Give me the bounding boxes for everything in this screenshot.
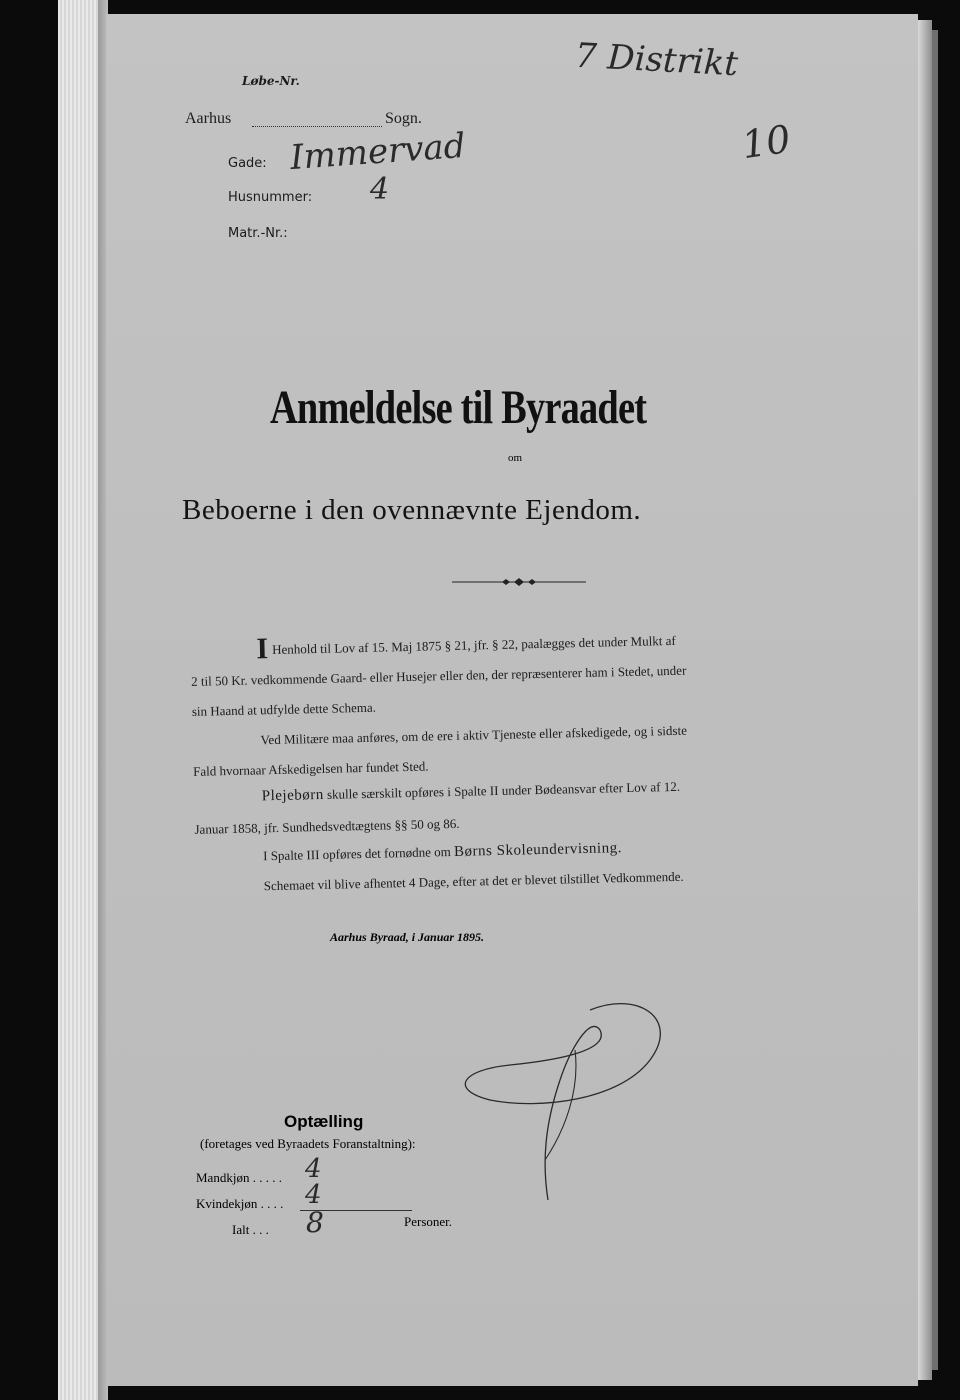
district-handwritten-note: 7 Distrikt — [574, 35, 740, 85]
women-dots: . . . . — [257, 1196, 284, 1211]
count-subtitle: (foretages ved Byraadets Foranstaltning): — [200, 1136, 416, 1151]
women-handwritten-value: 4 — [305, 1180, 322, 1210]
lobe-nr-label: Løbe-Nr. — [242, 74, 300, 88]
sogn-dotted-line — [252, 126, 382, 127]
ornament-divider — [452, 576, 586, 588]
body-line-1-text: Henhold til Lov af 15. Maj 1875 § 21, jfr. § 22, paalægges det under Mulkt af — [271, 632, 676, 658]
count-title: Optælling — [284, 1112, 364, 1131]
document-title: Anmeldelse til Byraadet — [270, 381, 647, 434]
body-line-2: 2 til 50 Kr. vedkommende Gaard- eller Husejer eller den, der repræsenterer ham i Stedet, under — [190, 662, 687, 689]
husnummer-label: Husnummer: — [228, 190, 313, 205]
title-om: om — [508, 452, 523, 464]
body-line-3: sin Haand at udfylde dette Schema. — [191, 699, 377, 719]
men-row — [196, 1170, 282, 1186]
document-subtitle: Beboerne i den ovennævnte Ejendom. — [182, 494, 642, 526]
men-handwritten-value: 4 — [305, 1154, 322, 1184]
body-line-5: Fald hvornaar Afskedigelsen har fundet Sted. — [193, 758, 429, 779]
total-label: Ialt — [232, 1222, 250, 1237]
husnummer-handwritten-value: 4 — [370, 172, 390, 207]
women-row — [196, 1196, 283, 1212]
body-line-4: Ved Militære maa anføres, om de ere i aktiv Tjeneste eller afskedigede, og i sidste — [260, 722, 688, 748]
men-label: Mandkjøn — [196, 1170, 250, 1185]
page-edge-dark — [932, 30, 938, 1370]
matr-label: Matr.-Nr.: — [228, 226, 288, 241]
men-dots: . . . . . — [249, 1170, 282, 1185]
body-line-8-text: I Spalte III opføres det fornødne om — [262, 844, 451, 864]
initial-letter: I — [256, 632, 269, 666]
issuer-line: Aarhus Byraad, i Januar 1895. — [330, 930, 485, 944]
body-line-9: Schemaet vil blive afhentet 4 Dage, efter at det er blevet tilstillet Vedkommende. — [263, 868, 684, 894]
total-handwritten-value: 8 — [306, 1206, 324, 1239]
plejeborn-word: Plejebørn — [261, 786, 324, 805]
total-row — [232, 1222, 269, 1238]
number-handwritten-note: 10 — [739, 116, 794, 168]
total-dots: . . . — [249, 1222, 269, 1237]
city-label: Aarhus — [185, 110, 232, 127]
gade-handwritten-value: Immervad — [288, 125, 467, 179]
signature-flourish — [440, 990, 680, 1220]
body-line-6-text: skulle særskilt opføres i Spalte II under Bødeansvar efter Lov af 12. — [326, 778, 681, 802]
body-line-7: Januar 1858, jfr. Sundhedsvedtægtens §§ 50 og 86. — [194, 815, 460, 837]
sogn-label: Sogn. — [385, 110, 422, 127]
persons-label: Personer. — [404, 1214, 453, 1229]
gade-label: Gade: — [228, 156, 267, 171]
women-label: Kvindekjøn — [196, 1196, 258, 1211]
page-edge — [918, 20, 932, 1380]
skoleundervisning-words: Børns Skoleundervisning. — [453, 840, 623, 860]
